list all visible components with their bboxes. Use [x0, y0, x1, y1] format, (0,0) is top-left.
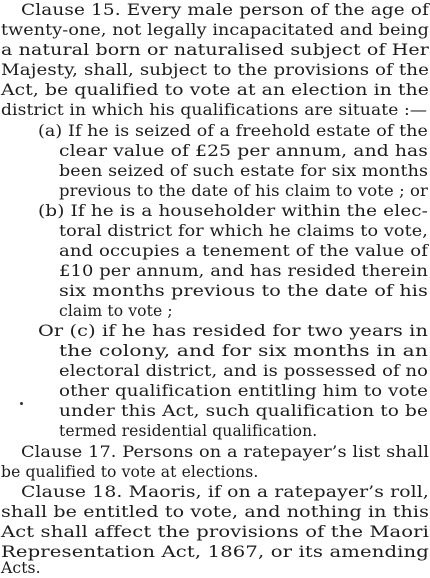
subclause-a-line-3: been seized of such estate for six months [59, 162, 429, 180]
clause-15-line-5: Act, be qualified to vote at an election in the [1, 81, 429, 99]
subclause-a-line-4: previous to the date of his claim to vote ; or [59, 182, 429, 200]
subclause-a-line-2: clear value of £25 per annum, and has [59, 142, 429, 160]
subclause-b-line-2: toral district for which he claims to vote, [59, 222, 429, 240]
subclause-a-line-1: (a) If he is seized of a freehold estate of the [38, 122, 428, 140]
clause-18-line-4: Representation Act, 1867, or its amending [1, 543, 430, 561]
subclause-c-line-6: termed residential qualification. [59, 422, 318, 440]
subclause-c-line-3: electoral district, and is possessed of no [59, 362, 428, 380]
clause-18-line-1: Clause 18. Maoris, if on a ratepayer’s roll, [21, 483, 430, 501]
clause-15-line-4: Majesty, shall, subject to the provisions of the [1, 61, 429, 79]
clause-17-line-2: be qualified to vote at elections. [1, 463, 259, 481]
clause-18-line-2: shall be entitled to vote, and nothing in this [1, 503, 430, 521]
subclause-b-line-6: claim to vote ; [59, 302, 173, 320]
clause-15-line-3: a natural born or naturalised subject of Her [1, 41, 429, 59]
subclause-b-line-1: (b) If he is a householder within the elec- [38, 202, 429, 220]
subclause-b-line-5: six months previous to the date of his [59, 282, 428, 300]
clause-18-line-5: Acts. [1, 559, 41, 577]
subclause-c-line-4: other qualification entitling him to vote [59, 382, 428, 400]
clause-17-line-1: Clause 17. Persons on a ratepayer’s list shall [21, 443, 430, 461]
subclause-c-line-2: the colony, and for six months in an [59, 342, 429, 360]
subclause-b-line-3: and occupies a tenement of the value of [59, 242, 428, 260]
clause-15-line-6: district in which his qualifications are situate :— [1, 101, 427, 119]
clause-15-line-1: Clause 15. Every male person of the age of [21, 1, 429, 19]
subclause-c-line-5: under this Act, such qualification to be [59, 402, 428, 420]
subclause-b-line-4: £10 per annum, and has resided therein [59, 262, 428, 280]
stray-ink-dot [20, 402, 23, 405]
clause-15-line-2: twenty-one, not legally incapacitated and being [1, 21, 430, 39]
clause-18-line-3: Act shall affect the provisions of the Maori [1, 523, 429, 541]
subclause-c-line-1: Or (c) if he has resided for two years in [38, 322, 428, 340]
